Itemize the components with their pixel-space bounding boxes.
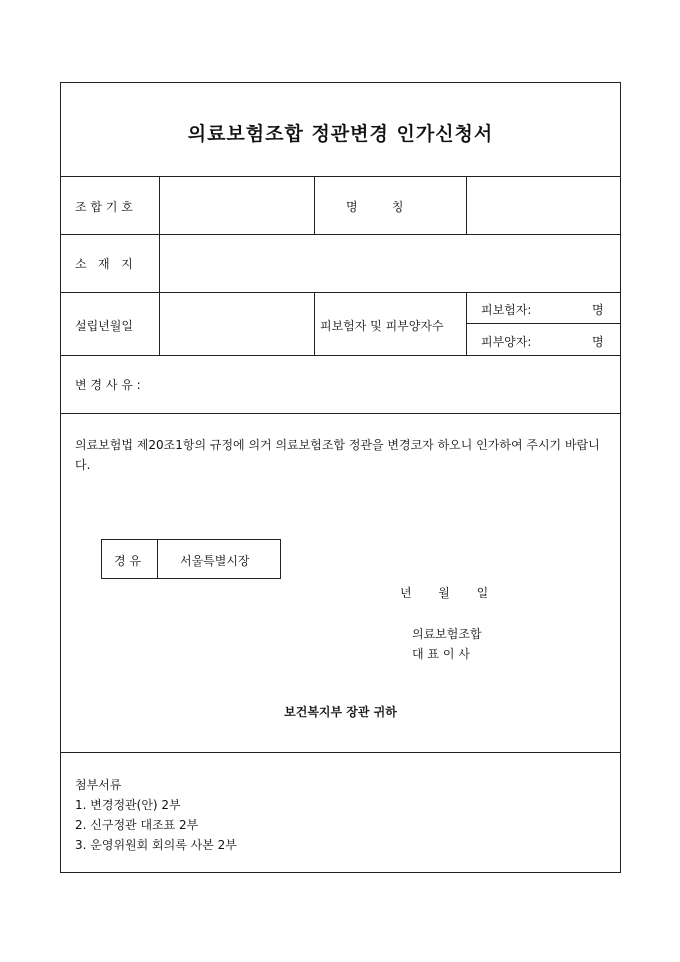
application-statement-body: 의료보험법 제20조1항의 규정에 의거 의료보험조합 정관을 변경코자 하오니 인가하여 주시기 바랍니다. bbox=[75, 438, 600, 472]
name-label: 명 칭 bbox=[346, 200, 404, 214]
attachments-heading bbox=[75, 776, 121, 793]
divider bbox=[61, 355, 620, 356]
insured-dependents-label: 피보험자 및 피부양자수 bbox=[320, 319, 444, 333]
dependents-count-label: 피부양자: bbox=[481, 335, 532, 349]
divider bbox=[466, 323, 620, 324]
application-form bbox=[60, 82, 621, 873]
divider bbox=[159, 234, 160, 292]
date-line: 년 월 일 bbox=[400, 586, 489, 600]
signatory-role: 대 표 이 사 bbox=[412, 647, 470, 661]
divider bbox=[61, 292, 620, 293]
divider bbox=[314, 176, 315, 234]
dependents-count-unit: 명 bbox=[592, 335, 604, 349]
union-code-label: 조 합 기 호 bbox=[75, 200, 133, 214]
application-statement-text bbox=[75, 435, 607, 475]
insured-count-unit: 명 bbox=[592, 303, 604, 317]
divider bbox=[61, 413, 620, 414]
change-reason-label: 변 경 사 유 : bbox=[75, 378, 141, 392]
via-value: 서울특별시장 bbox=[180, 554, 250, 568]
insured-count-label: 피보험자: bbox=[481, 303, 532, 317]
via-label: 경 유 bbox=[114, 554, 141, 568]
location-label: 소 재 지 bbox=[75, 257, 133, 271]
attachment-item: 1. 변경정관(안) 2부 bbox=[75, 798, 181, 812]
form-title: 의료보험조합 정관변경 인가신청서 bbox=[187, 123, 494, 145]
divider bbox=[466, 292, 467, 355]
divider bbox=[61, 752, 620, 753]
via-box bbox=[101, 539, 281, 579]
divider bbox=[61, 176, 620, 177]
divider bbox=[466, 176, 467, 234]
recipient: 보건복지부 장관 귀하 bbox=[284, 705, 397, 719]
attachment-item: 3. 운영위원회 회의록 사본 2부 bbox=[75, 838, 237, 852]
established-date-label: 설립년월일 bbox=[75, 319, 133, 333]
divider bbox=[314, 292, 315, 355]
divider bbox=[159, 292, 160, 355]
divider bbox=[61, 234, 620, 235]
attachment-item: 2. 신구정관 대조표 2부 bbox=[75, 818, 199, 832]
signatory-org: 의료보험조합 bbox=[412, 627, 482, 641]
divider bbox=[157, 540, 158, 578]
divider bbox=[159, 176, 160, 234]
attachments-heading-text: 첨부서류 bbox=[75, 778, 122, 792]
